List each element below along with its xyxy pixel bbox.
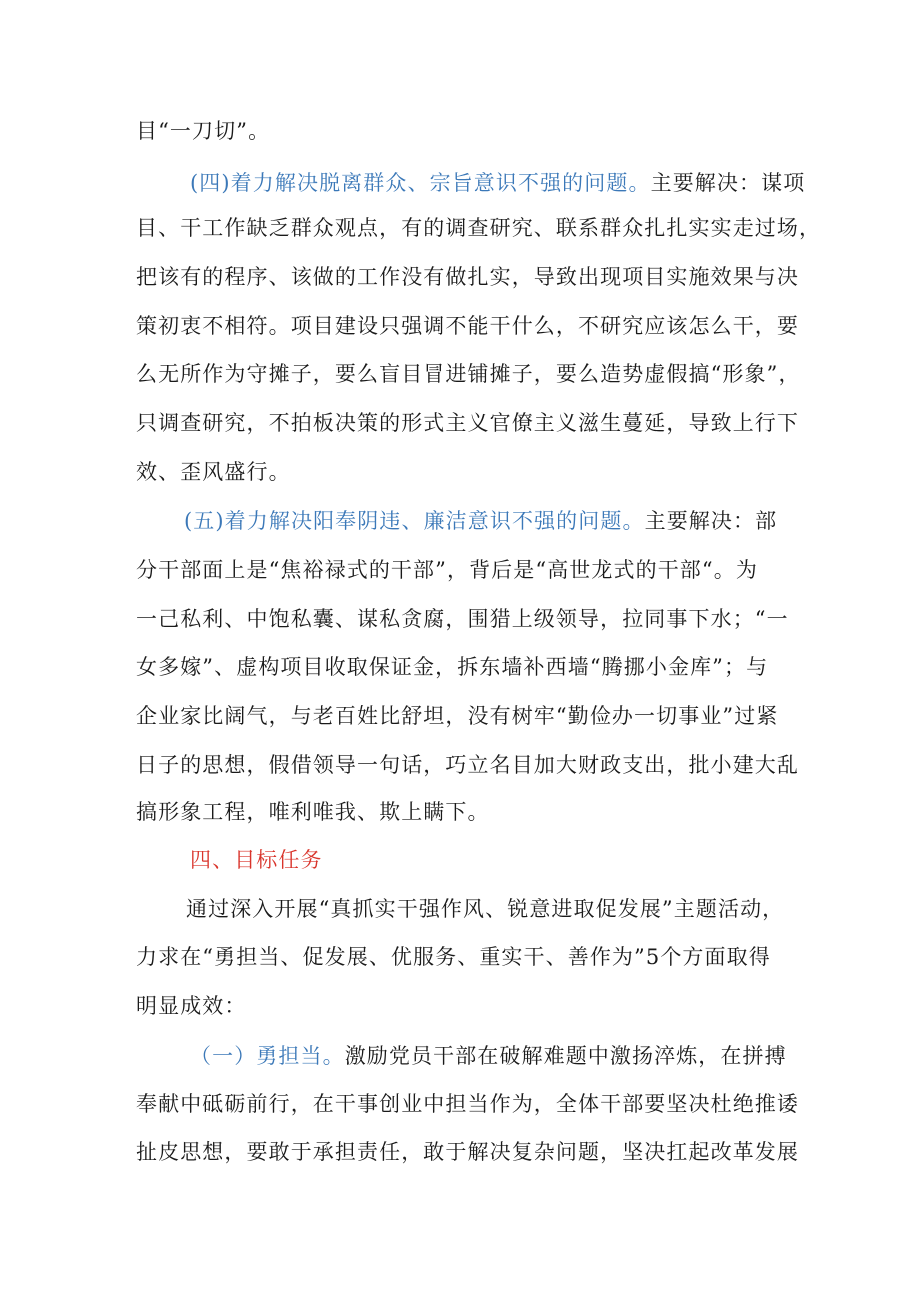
text-run: 女多嫁”、虚构项目收取保证金，拆东墙补西墙“腾挪小金库”；与 — [136, 655, 769, 679]
text-line — [136, 991, 796, 1021]
text-run: 目“一刀切”。 — [136, 119, 271, 143]
section-title-text: 四、目标任务 — [190, 848, 323, 872]
text-line — [136, 1089, 799, 1119]
text-run: 日子的思想，假借领导一句话，巧立名目加大财政支出，批小建大乱 — [136, 753, 799, 777]
text-run: 么无所作为守摊子，要么盲目冒进铺摊子，要么造势虚假搞“形象”， — [136, 362, 801, 386]
text-run: 只调查研究，不拍板决策的形式主义官僚主义滋生蔓延，导致上行下 — [136, 411, 799, 435]
text-line — [136, 942, 796, 972]
text-line — [136, 797, 796, 827]
text-run: 企业家比阔气，与老百姓比舒坦，没有树牢“勤俭办一切事业”过紧 — [136, 704, 779, 728]
section-paragraph-5-first-line — [184, 506, 796, 536]
text-line — [136, 408, 799, 438]
text-run: 扯皮思想，要敢于承担责任，敢于解决复杂问题，坚决扛起改革发展 — [136, 1140, 799, 1164]
text-run: 明显成效： — [136, 994, 247, 1018]
section-heading-5: (五)着力解决阳奉阴违、廉洁意识不强的问题。 — [184, 509, 645, 533]
text-run: 搞形象工程，唯利唯我、欺上瞒下。 — [136, 800, 490, 824]
section-title-4 — [190, 845, 490, 875]
text-line — [136, 701, 796, 731]
subsection-paragraph-1-first-line — [190, 1041, 796, 1071]
text-run: 通过深入开展“真抓实干强作风、锐意进取促发展”主题活动， — [186, 897, 785, 921]
section-heading-4: (四)着力解决脱离群众、宗旨意识不强的问题。 — [190, 171, 651, 195]
text-run: 策初衷不相符。项目建设只强调不能干什么，不研究应该怎么干，要 — [136, 314, 799, 338]
text-line — [136, 652, 796, 682]
text-run: 效、歪风盛行。 — [136, 460, 291, 484]
text-line — [136, 213, 822, 243]
text-line — [136, 359, 801, 389]
text-run: 目、干工作缺乏群众观点，有的调查研究、联系群众扎扎实实走过场， — [136, 216, 822, 240]
text-line — [136, 555, 796, 585]
text-line — [136, 1137, 799, 1167]
text-run: 把该有的程序、该做的工作没有做扎实，导致出现项目实施效果与决 — [136, 265, 799, 289]
text-run: 激励党员干部在破解难题中激扬淬炼，在拼搏 — [344, 1044, 787, 1068]
text-run: 一己私利、中饱私囊、谋私贪腐，围猎上级领导，拉同事下水；“一 — [136, 607, 789, 631]
text-line — [136, 457, 796, 487]
text-run: 主要解决：部 — [644, 509, 778, 533]
text-line — [136, 116, 796, 146]
subsection-heading-1: （一）勇担当。 — [190, 1044, 345, 1068]
text-line — [136, 262, 799, 292]
text-line — [136, 311, 799, 341]
text-line — [136, 604, 796, 634]
text-run: 奉献中砥砺前行，在干事创业中担当作为，全体干部要坚决杜绝推诿 — [136, 1092, 799, 1116]
text-run: 力求在“勇担当、促发展、优服务、重实干、善作为”5个方面取得 — [136, 945, 771, 969]
text-run: 分干部面上是“焦裕禄式的干部”，背后是“高世龙式的干部“。为 — [136, 558, 758, 582]
text-line — [136, 750, 799, 780]
text-line — [186, 894, 796, 924]
section-paragraph-4-first-line — [190, 168, 806, 198]
text-run: 主要解决：谋项 — [650, 171, 806, 195]
